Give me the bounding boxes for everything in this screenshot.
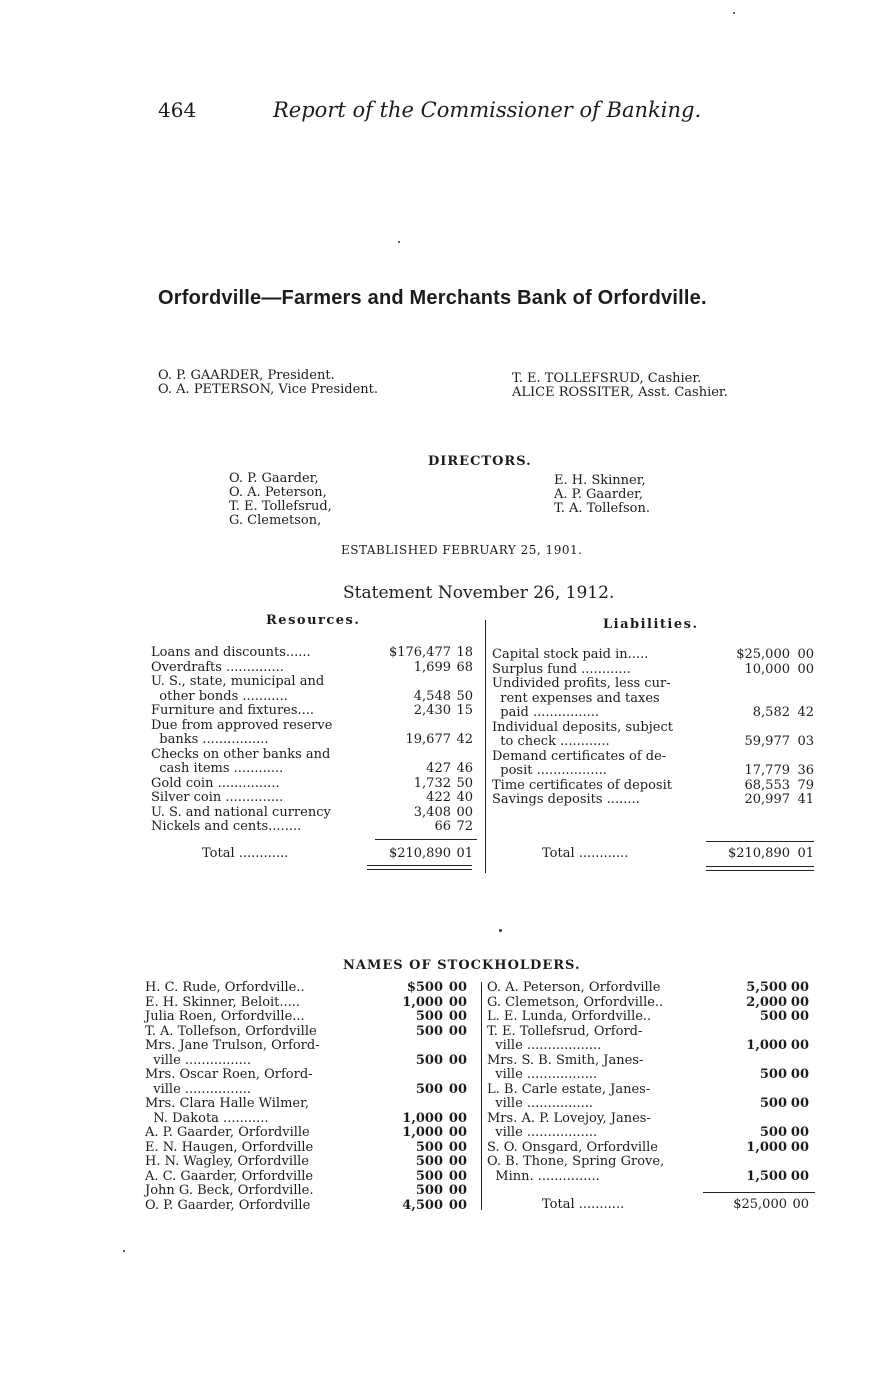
row-cents: 00	[448, 1110, 467, 1126]
officer-cashier: T. E. TOLLEFSRUD, Cashier.	[512, 371, 702, 386]
table-row	[487, 1039, 817, 1054]
row-dollars: 19,677	[405, 732, 451, 747]
table-row	[151, 675, 481, 690]
table-row	[492, 721, 820, 736]
row-dollars: 500	[759, 1096, 787, 1111]
table-row	[145, 1141, 475, 1156]
officer-president: O. P. GAARDER, President.	[158, 368, 335, 383]
table-row	[151, 748, 481, 763]
stockholders-right	[487, 980, 817, 1212]
stockholders-total-row	[487, 1198, 817, 1213]
table-row	[151, 646, 481, 661]
row-label: H. C. Rude, Orfordville..	[145, 980, 305, 995]
column-divider	[485, 620, 486, 873]
row-dollars: 59,977	[744, 734, 790, 749]
table-row	[492, 793, 820, 808]
table-row	[145, 996, 475, 1011]
row-dollars: 500	[415, 1168, 443, 1184]
row-dollars: 1,500	[746, 1168, 787, 1184]
row-label: posit .................	[492, 763, 607, 778]
total-label: Total ............	[202, 846, 289, 861]
table-row	[145, 1039, 475, 1054]
row-cents: 68	[456, 659, 473, 675]
row-dollars: $500	[406, 980, 443, 995]
table-row	[492, 706, 820, 721]
row-dollars: 4,548	[413, 688, 451, 704]
row-cents: 50	[456, 775, 473, 791]
table-row	[487, 1054, 817, 1069]
row-dollars: 500	[415, 1081, 443, 1097]
row-label: ville .................	[487, 1125, 598, 1140]
row-label: Julia Roen, Orfordville...	[145, 1009, 305, 1024]
row-dollars: 3,408	[413, 804, 451, 820]
row-label: A. C. Gaarder, Orfordville	[145, 1168, 314, 1184]
row-cents: 00	[448, 980, 467, 995]
row-cents: 00	[448, 1168, 467, 1184]
row-label: E. N. Haugen, Orfordville	[145, 1139, 314, 1155]
row-label: ville ................	[487, 1096, 594, 1111]
row-label: rent expenses and taxes	[492, 690, 660, 706]
row-cents: 00	[790, 980, 809, 995]
row-dollars: 1,732	[413, 775, 451, 791]
total-dollars: $25,000	[733, 1197, 787, 1212]
table-row	[145, 1083, 475, 1098]
row-cents: 00	[456, 804, 473, 820]
row-cents: 41	[797, 792, 814, 807]
row-cents: 00	[448, 1139, 467, 1155]
table-row	[487, 981, 817, 996]
table-row	[487, 1025, 817, 1040]
row-dollars: 500	[415, 1023, 443, 1039]
table-row	[151, 719, 481, 734]
total-dollars: $210,890	[388, 846, 451, 861]
resources-total-row	[151, 847, 481, 862]
row-dollars: 500	[759, 1009, 787, 1024]
total-cents: 00	[792, 1197, 809, 1212]
table-row	[145, 1010, 475, 1025]
row-label: H. N. Wagley, Orfordville	[145, 1154, 310, 1169]
director-name: T. A. Tollefson.	[554, 501, 650, 516]
row-label: S. O. Onsgard, Orfordville	[487, 1139, 658, 1155]
row-label: Furniture and fixtures....	[151, 703, 315, 718]
row-dollars: 10,000	[744, 661, 790, 677]
resources-table	[151, 645, 481, 861]
row-label: Silver coin ..............	[151, 790, 284, 805]
row-cents: 00	[448, 1125, 467, 1140]
row-cents: 40	[456, 790, 473, 805]
row-cents: 00	[790, 1168, 809, 1184]
row-dollars: 500	[415, 1009, 443, 1024]
liabilities-total-row	[492, 847, 820, 862]
row-label: cash items ............	[151, 761, 284, 776]
table-row	[145, 1025, 475, 1040]
row-cents: 00	[448, 1052, 467, 1068]
row-label: Mrs. S. B. Smith, Janes-	[487, 1052, 644, 1068]
row-cents: 00	[448, 1183, 467, 1198]
row-dollars: 20,997	[744, 792, 790, 807]
row-label: U. S. and national currency	[151, 804, 331, 820]
row-dollars: 8,582	[752, 705, 790, 720]
row-dollars: 422	[426, 790, 451, 805]
total-cents: 01	[456, 846, 473, 861]
table-row	[487, 1170, 817, 1185]
row-cents: 00	[790, 1038, 809, 1053]
directors-left	[229, 472, 332, 528]
row-dollars: $25,000	[736, 647, 790, 662]
table-row	[487, 1010, 817, 1025]
row-cents: 03	[797, 734, 814, 749]
bank-title: Orfordville—Farmers and Merchants Bank of Orfordville.	[158, 287, 707, 309]
table-row	[145, 1068, 475, 1083]
director-name: G. Clemetson,	[229, 513, 322, 528]
row-label: other bonds ...........	[151, 688, 288, 704]
row-label: L. E. Lunda, Orfordville..	[487, 1009, 652, 1024]
row-label: Individual deposits, subject	[492, 719, 673, 735]
table-row	[151, 806, 481, 821]
officer-vice-president: O. A. PETERSON, Vice President.	[158, 382, 379, 397]
running-title: Report of the Commissioner of Banking.	[273, 98, 702, 122]
row-label: ville ..................	[487, 1038, 602, 1053]
table-row	[151, 791, 481, 806]
director-name: E. H. Skinner,	[554, 473, 646, 488]
table-row	[145, 1184, 475, 1199]
row-label: Surplus fund ............	[492, 661, 631, 677]
row-label: G. Clemetson, Orfordville..	[487, 994, 664, 1010]
table-row	[492, 692, 820, 707]
row-dollars: 17,779	[744, 763, 790, 778]
row-cents: 42	[797, 705, 814, 720]
table-row	[487, 1068, 817, 1083]
table-row	[487, 1126, 817, 1141]
table-row	[145, 981, 475, 996]
row-cents: 00	[790, 1067, 809, 1082]
print-speck	[733, 12, 735, 14]
row-dollars: 1,000	[402, 994, 443, 1010]
row-dollars: 66	[434, 819, 451, 834]
row-label: Checks on other banks and	[151, 746, 331, 762]
total-rule	[703, 1192, 815, 1193]
director-name: T. E. Tollefsrud,	[229, 499, 332, 514]
page-number: 464	[158, 98, 197, 122]
row-cents: 00	[448, 1023, 467, 1039]
row-label: O. A. Peterson, Orfordville	[487, 980, 661, 995]
total-cents: 01	[797, 846, 814, 861]
table-row	[151, 820, 481, 835]
row-label: O. P. Gaarder, Orfordville	[145, 1197, 311, 1213]
row-dollars: 1,000	[746, 1139, 787, 1155]
row-label: T. A. Tollefson, Orfordville	[145, 1023, 317, 1039]
stockholders-left	[145, 981, 475, 1213]
row-label: Mrs. Oscar Roen, Orford-	[145, 1067, 313, 1082]
table-row	[492, 677, 820, 692]
row-label: Undivided profits, less cur-	[492, 676, 671, 691]
row-cents: 00	[448, 1154, 467, 1169]
row-dollars: 2,000	[746, 994, 787, 1010]
row-label: Capital stock paid in.....	[492, 647, 649, 662]
table-row	[151, 733, 481, 748]
row-label: Overdrafts ..............	[151, 659, 284, 675]
row-cents: 00	[448, 1081, 467, 1097]
row-cents: 36	[797, 763, 814, 778]
officers-right	[512, 372, 728, 400]
row-dollars: 500	[415, 1052, 443, 1068]
row-cents: 42	[456, 732, 473, 747]
row-label: Minn. ...............	[487, 1168, 600, 1184]
row-label: to check ............	[492, 734, 610, 749]
row-cents: 00	[797, 661, 814, 677]
row-label: L. B. Carle estate, Janes-	[487, 1081, 651, 1097]
table-row	[492, 735, 820, 750]
director-name: O. P. Gaarder,	[229, 471, 319, 486]
print-speck	[398, 241, 400, 243]
row-label: N. Dakota ...........	[145, 1110, 269, 1126]
row-label: Demand certificates of de-	[492, 748, 667, 764]
row-label: ville .................	[487, 1067, 598, 1082]
row-label: John G. Beck, Orfordville.	[145, 1183, 314, 1198]
row-label: Mrs. Jane Trulson, Orford-	[145, 1038, 320, 1053]
liabilities-heading: Liabilities.	[603, 617, 699, 632]
row-label: Due from approved reserve	[151, 717, 333, 733]
row-cents: 00	[790, 1096, 809, 1111]
table-row	[487, 1083, 817, 1098]
table-row	[492, 779, 820, 794]
row-cents: 00	[790, 1009, 809, 1024]
row-cents: 00	[448, 994, 467, 1010]
stockholders-heading: NAMES OF STOCKHOLDERS.	[343, 958, 581, 973]
directors-right	[554, 474, 650, 516]
table-row	[487, 1097, 817, 1112]
resources-heading: Resources.	[266, 613, 361, 628]
row-label: Time certificates of deposit	[492, 777, 672, 793]
table-row	[145, 1054, 475, 1069]
total-rule	[375, 839, 477, 840]
row-dollars: 68,553	[744, 777, 790, 793]
row-label: paid ................	[492, 705, 600, 720]
row-cents: 00	[790, 1139, 809, 1155]
table-row	[487, 1141, 817, 1156]
row-dollars: 500	[415, 1139, 443, 1155]
table-row	[492, 750, 820, 765]
row-label: Mrs. A. P. Lovejoy, Janes-	[487, 1110, 651, 1126]
row-dollars: 4,500	[402, 1197, 443, 1213]
row-label: ville ................	[145, 1081, 252, 1097]
row-label: T. E. Tollefsrud, Orford-	[487, 1023, 643, 1039]
row-dollars: 500	[759, 1125, 787, 1140]
table-row	[487, 1112, 817, 1127]
liabilities-table	[492, 647, 820, 861]
row-dollars: 2,430	[413, 703, 451, 718]
total-rule	[706, 841, 814, 842]
row-dollars: 1,000	[746, 1038, 787, 1053]
table-row	[145, 1199, 475, 1214]
statement-heading: Statement November 26, 1912.	[343, 583, 615, 603]
table-row	[151, 704, 481, 719]
row-label: U. S., state, municipal and	[151, 674, 325, 689]
row-cents: 00	[448, 1009, 467, 1024]
column-divider	[481, 982, 482, 1210]
director-name: O. A. Peterson,	[229, 485, 327, 500]
table-row	[487, 996, 817, 1011]
row-dollars: $176,477	[388, 645, 451, 660]
row-label: Gold coin ...............	[151, 775, 280, 791]
table-row	[151, 777, 481, 792]
row-cents: 15	[456, 703, 473, 718]
row-cents: 00	[448, 1197, 467, 1213]
row-label: ville ................	[145, 1052, 252, 1068]
table-row	[492, 648, 820, 663]
established-date: ESTABLISHED FEBRUARY 25, 1901.	[341, 543, 583, 557]
row-dollars: 5,500	[746, 980, 787, 995]
director-name: A. P. Gaarder,	[554, 487, 644, 502]
row-dollars: 500	[415, 1154, 443, 1169]
table-row	[151, 690, 481, 705]
row-label: banks ................	[151, 732, 269, 747]
row-label: Savings deposits ........	[492, 792, 640, 807]
row-label: A. P. Gaarder, Orfordville	[145, 1125, 310, 1140]
row-dollars: 427	[426, 761, 451, 776]
row-cents: 79	[797, 777, 814, 793]
row-dollars: 1,000	[402, 1125, 443, 1140]
row-dollars: 500	[415, 1183, 443, 1198]
print-speck	[123, 1250, 125, 1252]
table-row	[487, 1155, 817, 1170]
row-label: O. B. Thone, Spring Grove,	[487, 1154, 665, 1169]
table-row	[492, 764, 820, 779]
row-cents: 46	[456, 761, 473, 776]
officers-left	[158, 369, 378, 397]
row-dollars: 500	[759, 1067, 787, 1082]
row-label: E. H. Skinner, Beloit.....	[145, 994, 301, 1010]
table-row	[145, 1155, 475, 1170]
double-rule	[706, 866, 814, 871]
row-label: Nickels and cents........	[151, 819, 302, 834]
print-speck	[499, 929, 502, 932]
table-row	[151, 661, 481, 676]
row-cents: 00	[790, 1125, 809, 1140]
total-label: Total ...........	[542, 1197, 625, 1212]
total-label: Total ............	[542, 846, 629, 861]
row-label: Mrs. Clara Halle Wilmer,	[145, 1096, 310, 1111]
table-row	[492, 663, 820, 678]
table-row	[145, 1170, 475, 1185]
officer-asst-cashier: ALICE ROSSITER, Asst. Cashier.	[512, 385, 728, 400]
row-cents: 72	[456, 819, 473, 834]
row-cents: 00	[790, 994, 809, 1010]
row-cents: 18	[456, 645, 473, 660]
table-row	[145, 1112, 475, 1127]
row-dollars: 1,699	[413, 659, 451, 675]
double-rule	[367, 865, 472, 870]
row-label: Loans and discounts......	[151, 645, 311, 660]
directors-heading: DIRECTORS.	[428, 454, 532, 469]
table-row	[145, 1126, 475, 1141]
row-cents: 00	[797, 647, 814, 662]
row-dollars: 1,000	[402, 1110, 443, 1126]
total-dollars: $210,890	[727, 846, 790, 861]
row-cents: 50	[456, 688, 473, 704]
table-row	[151, 762, 481, 777]
table-row	[145, 1097, 475, 1112]
